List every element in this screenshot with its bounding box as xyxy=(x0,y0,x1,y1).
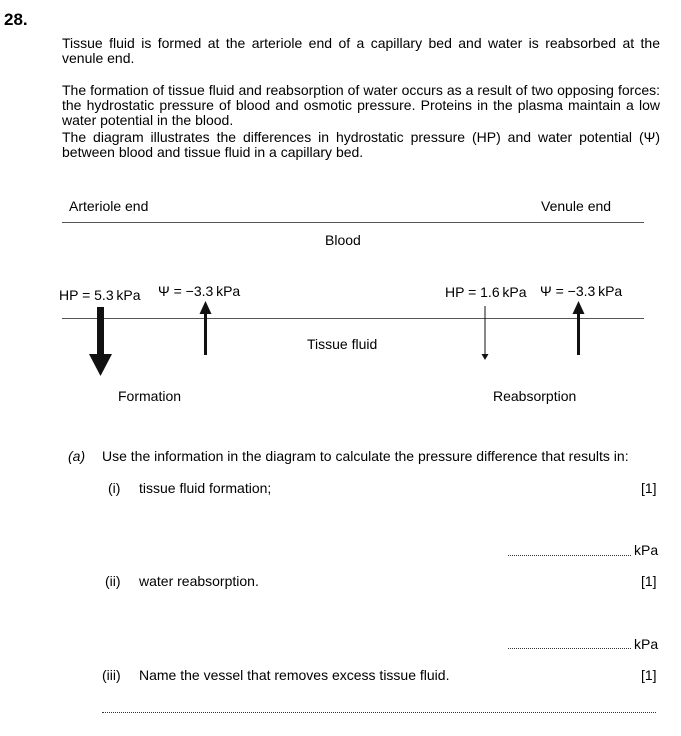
part-a-label: (a) xyxy=(68,448,86,464)
part-a-i-text: tissue fluid formation; xyxy=(139,480,272,496)
venule-end-label: Venule end xyxy=(541,198,612,214)
answer-unit-i: kPa xyxy=(634,542,659,558)
part-a-iii-label: (iii) xyxy=(102,667,121,683)
intro-paragraph-1: Tissue fluid is formed at the arteriole end of a capillary bed and water is reabsorbed at the venule end. xyxy=(62,35,660,66)
psi-arteriole-arrow xyxy=(200,301,212,355)
answer-unit-ii: kPa xyxy=(634,636,659,652)
part-a-iii-text: Name the vessel that removes excess tissue fluid. xyxy=(139,667,450,683)
answer-line-i[interactable] xyxy=(508,555,631,556)
hp-venule-label: HP = 1.6 kPa xyxy=(445,284,527,300)
psi-venule-label: Ψ = −3.3 kPa xyxy=(540,283,623,299)
question-number: 28. xyxy=(4,10,28,29)
answer-line-ii[interactable] xyxy=(508,648,631,649)
reabsorption-label: Reabsorption xyxy=(493,388,577,404)
psi-venule-arrow xyxy=(573,301,585,355)
part-a-ii-marks: [1] xyxy=(641,573,657,589)
arteriole-end-label: Arteriole end xyxy=(69,198,149,214)
intro-paragraph-2: The formation of tissue fluid and reabsorption of water occurs as a result of two opposing forces: the hydrostatic pressure of blood and osmotic pressure. Proteins in the plasma maintain a low water potential in the blood. xyxy=(62,82,660,128)
hp-arteriole-label: HP = 5.3 kPa xyxy=(59,287,141,303)
answer-line-iii[interactable] xyxy=(102,712,656,713)
part-a-iii-marks: [1] xyxy=(641,667,657,683)
hp-arteriole-arrow xyxy=(89,307,112,376)
part-a-ii-label: (ii) xyxy=(105,573,121,589)
part-a-i-label: (i) xyxy=(108,480,121,496)
part-a-ii-text: water reabsorption. xyxy=(139,573,259,589)
formation-label: Formation xyxy=(118,388,182,404)
psi-arteriole-label: Ψ = −3.3 kPa xyxy=(158,283,241,299)
tissue-fluid-label: Tissue fluid xyxy=(307,336,378,352)
part-a-i-marks: [1] xyxy=(641,480,657,496)
intro-paragraph-3: The diagram illustrates the differences in hydrostatic pressure (HP) and water potential (Ψ) between blood and tissue fluid in a capillary bed. xyxy=(62,129,660,160)
blood-label: Blood xyxy=(325,232,361,248)
part-a-stem: Use the information in the diagram to calculate the pressure difference that results in: xyxy=(102,448,629,464)
hp-venule-arrow xyxy=(482,306,489,360)
